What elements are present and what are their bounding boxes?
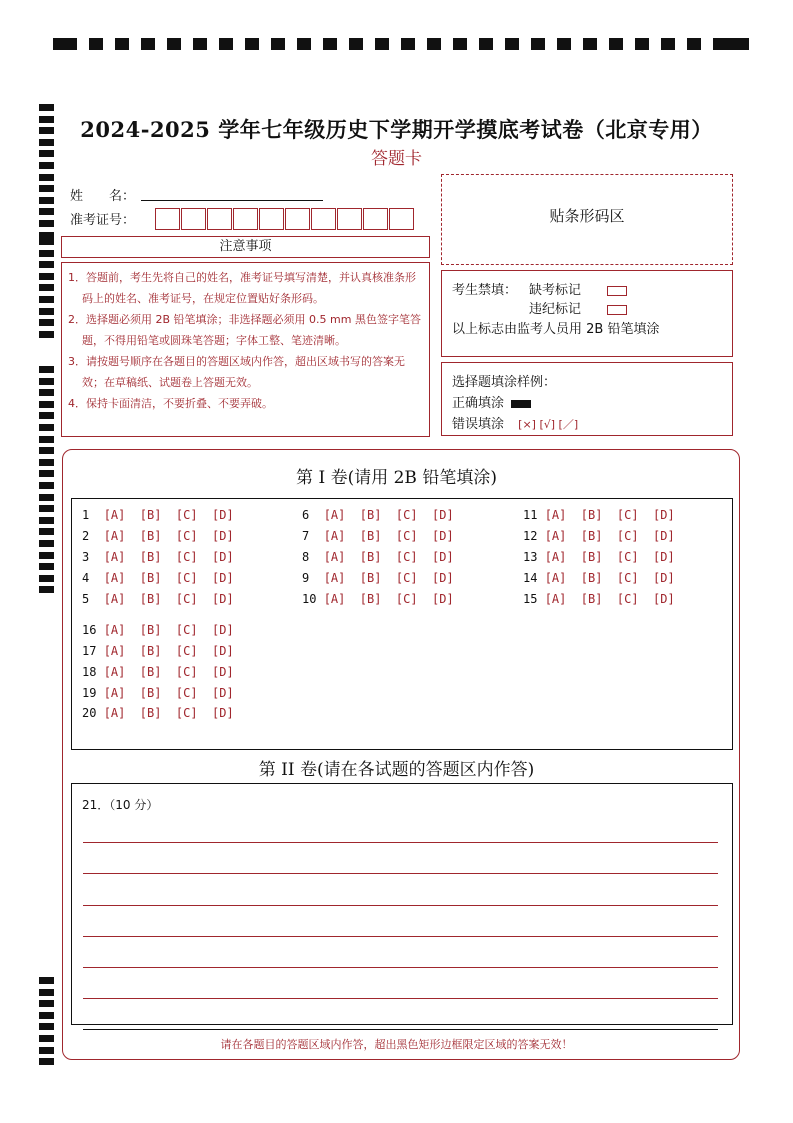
- forbidden-label: 考生禁填：: [452, 283, 518, 298]
- question-number: 10: [302, 592, 324, 606]
- answer-options[interactable]: [A] [B] [C] [D]: [103, 529, 234, 543]
- timing-mark: [39, 1012, 54, 1019]
- exam-id-boxes[interactable]: [155, 208, 415, 230]
- id-label: 准考证号：: [70, 213, 136, 228]
- name-label: 姓 名：: [70, 189, 136, 204]
- violation-mark-box[interactable]: [607, 305, 627, 315]
- timing-mark: [39, 250, 54, 257]
- part2-title: 第 II 卷(请在各试题的答题区内作答): [258, 760, 535, 780]
- timing-mark: [39, 447, 54, 454]
- question-number: 16: [82, 623, 104, 637]
- timing-mark: [39, 1035, 54, 1042]
- top-alignment-marks: [53, 38, 749, 52]
- question-number: 11: [523, 508, 545, 522]
- timing-mark: [39, 552, 54, 559]
- timing-mark: [39, 528, 54, 535]
- question-number: 6: [302, 508, 324, 522]
- question-number: 13: [523, 550, 545, 564]
- question-row[interactable]: [82, 644, 234, 658]
- question-row[interactable]: [302, 571, 454, 585]
- footer-warning: 请在各题目的答题区域内作答，超出黑色矩形边框限定区域的答案无效！: [220, 1038, 573, 1051]
- timing-mark: [39, 494, 54, 501]
- answer-options[interactable]: [A] [B] [C] [D]: [544, 592, 675, 606]
- forbidden-note: 以上标志由监考人员用 2B 铅笔填涂: [452, 322, 660, 337]
- question-number: 19: [82, 686, 104, 700]
- question-number: 3: [82, 550, 104, 564]
- answer-options[interactable]: [A] [B] [C] [D]: [103, 644, 234, 658]
- question-row[interactable]: [82, 623, 234, 637]
- timing-mark: [39, 517, 54, 524]
- question-row[interactable]: [523, 592, 675, 606]
- answer-options[interactable]: [A] [B] [C] [D]: [323, 508, 454, 522]
- answer-options[interactable]: [A] [B] [C] [D]: [544, 571, 675, 585]
- timing-mark: [39, 989, 54, 996]
- question-row[interactable]: [523, 571, 675, 585]
- answer-line: [83, 998, 718, 999]
- question-number: 17: [82, 644, 104, 658]
- wrong-fill-samples: [×] [√] [／]: [518, 418, 579, 431]
- timing-mark: [39, 331, 54, 338]
- timing-mark: [39, 1023, 54, 1030]
- timing-mark: [39, 563, 54, 570]
- timing-mark: [39, 401, 54, 408]
- answer-card-subtitle: 答题卡: [371, 149, 422, 169]
- timing-mark: [39, 296, 54, 303]
- timing-mark: [39, 197, 54, 204]
- timing-mark: [39, 1047, 54, 1054]
- timing-mark: [39, 319, 54, 326]
- timing-mark: [39, 389, 54, 396]
- question-number: 2: [82, 529, 104, 543]
- barcode-label: 贴条形码区: [549, 207, 625, 225]
- timing-mark: [39, 308, 54, 315]
- timing-mark: [39, 586, 54, 593]
- timing-mark: [39, 1058, 54, 1065]
- timing-mark: [39, 977, 54, 984]
- question-row[interactable]: [82, 550, 234, 564]
- question-number: 14: [523, 571, 545, 585]
- timing-mark: [39, 185, 54, 192]
- timing-mark: [39, 436, 54, 443]
- question-row[interactable]: [82, 706, 234, 720]
- question-row[interactable]: [523, 529, 675, 543]
- correct-fill-sample: [511, 400, 531, 408]
- question-row[interactable]: [302, 508, 454, 522]
- answer-line: [83, 936, 718, 937]
- part2-answer-box[interactable]: [71, 783, 733, 1025]
- timing-mark: [39, 104, 54, 111]
- answer-line: [83, 905, 718, 906]
- question-number: 20: [82, 706, 104, 720]
- timing-mark: [39, 1000, 54, 1007]
- answer-options[interactable]: [A] [B] [C] [D]: [103, 571, 234, 585]
- answer-line: [83, 842, 718, 843]
- answer-options[interactable]: [A] [B] [C] [D]: [323, 592, 454, 606]
- question-number: 8: [302, 550, 324, 564]
- notes-box: [61, 262, 430, 437]
- fill-example-box: [441, 362, 733, 436]
- answer-options[interactable]: [A] [B] [C] [D]: [323, 529, 454, 543]
- question-number: 9: [302, 571, 324, 585]
- question-row[interactable]: [302, 529, 454, 543]
- note-item: 4．保持卡面清洁，不要折叠、不要弄破。: [68, 397, 273, 410]
- note-item: 1．答题前，考生先将自己的姓名，准考证号填写清楚，并认真核准条形码上的姓名、准考证号，在规定位置贴好条形码。: [68, 271, 416, 305]
- timing-mark: [39, 261, 54, 268]
- answer-options[interactable]: [A] [B] [C] [D]: [103, 665, 234, 679]
- answer-options[interactable]: [A] [B] [C] [D]: [103, 686, 234, 700]
- question-number: 5: [82, 592, 104, 606]
- timing-mark: [39, 424, 54, 431]
- answer-options[interactable]: [A] [B] [C] [D]: [103, 508, 234, 522]
- question-row[interactable]: [82, 508, 234, 522]
- note-item: 3．请按题号顺序在各题目的答题区域内作答，超出区域书写的答案无效；在草稿纸、试题卷上答题无效。: [68, 355, 405, 389]
- barcode-area: [441, 174, 733, 265]
- answer-line: [83, 967, 718, 968]
- fill-example-title: 选择题填涂样例：: [452, 375, 557, 390]
- part1-title: 第 I 卷(请用 2B 铅笔填涂): [296, 468, 497, 488]
- answer-options[interactable]: [A] [B] [C] [D]: [544, 529, 675, 543]
- timing-mark: [39, 575, 54, 582]
- timing-mark: [39, 220, 54, 227]
- answer-options[interactable]: [A] [B] [C] [D]: [544, 508, 675, 522]
- wrong-fill-label: 错误填涂: [452, 417, 505, 432]
- notes-title: 注意事项: [61, 236, 430, 258]
- question-row[interactable]: [302, 592, 454, 606]
- question-number: 4: [82, 571, 104, 585]
- absent-label: 缺考标记: [529, 283, 582, 298]
- answer-options[interactable]: [A] [B] [C] [D]: [103, 623, 234, 637]
- timing-mark: [39, 273, 54, 280]
- note-item: 2．选择题必须用 2B 铅笔填涂；非选择题必须用 0.5 mm 黑色签字笔答题，不得用铅笔或圆珠笔答题；字体工整、笔迹清晰。: [68, 313, 421, 347]
- timing-mark: [39, 378, 54, 385]
- answer-options[interactable]: [A] [B] [C] [D]: [103, 706, 234, 720]
- name-field[interactable]: [141, 186, 323, 201]
- timing-mark: [39, 284, 54, 291]
- question-number: 12: [523, 529, 545, 543]
- question-number: 1: [82, 508, 104, 522]
- question-row[interactable]: [82, 665, 234, 679]
- forbidden-box: [441, 270, 733, 357]
- violation-label: 违纪标记: [529, 302, 582, 317]
- timing-mark: [39, 208, 54, 215]
- timing-mark: [39, 412, 54, 419]
- question-row[interactable]: [82, 529, 234, 543]
- question-row[interactable]: [82, 686, 234, 700]
- answer-options[interactable]: [A] [B] [C] [D]: [544, 550, 675, 564]
- answer-options[interactable]: [A] [B] [C] [D]: [103, 550, 234, 564]
- question-row[interactable]: [82, 592, 234, 606]
- question-number: 15: [523, 592, 545, 606]
- answer-options[interactable]: [A] [B] [C] [D]: [323, 550, 454, 564]
- question-row[interactable]: [302, 550, 454, 564]
- absent-mark-box[interactable]: [607, 286, 627, 296]
- question-row[interactable]: [523, 508, 675, 522]
- question-number: 18: [82, 665, 104, 679]
- footer-divider: [83, 1029, 718, 1030]
- question-21-label: 21．（10 分）: [82, 798, 159, 812]
- answer-line: [83, 873, 718, 874]
- question-row[interactable]: [82, 571, 234, 585]
- correct-fill-label: 正确填涂: [452, 396, 505, 411]
- answer-options[interactable]: [A] [B] [C] [D]: [103, 592, 234, 606]
- timing-mark: [39, 238, 54, 245]
- question-row[interactable]: [523, 550, 675, 564]
- timing-mark: [39, 540, 54, 547]
- exam-title: 2024-2025 学年七年级历史下学期开学摸底考试卷（北京专用）: [80, 117, 713, 142]
- answer-options[interactable]: [A] [B] [C] [D]: [323, 571, 454, 585]
- timing-mark: [39, 505, 54, 512]
- question-number: 7: [302, 529, 324, 543]
- timing-mark: [39, 174, 54, 181]
- timing-mark: [39, 366, 54, 373]
